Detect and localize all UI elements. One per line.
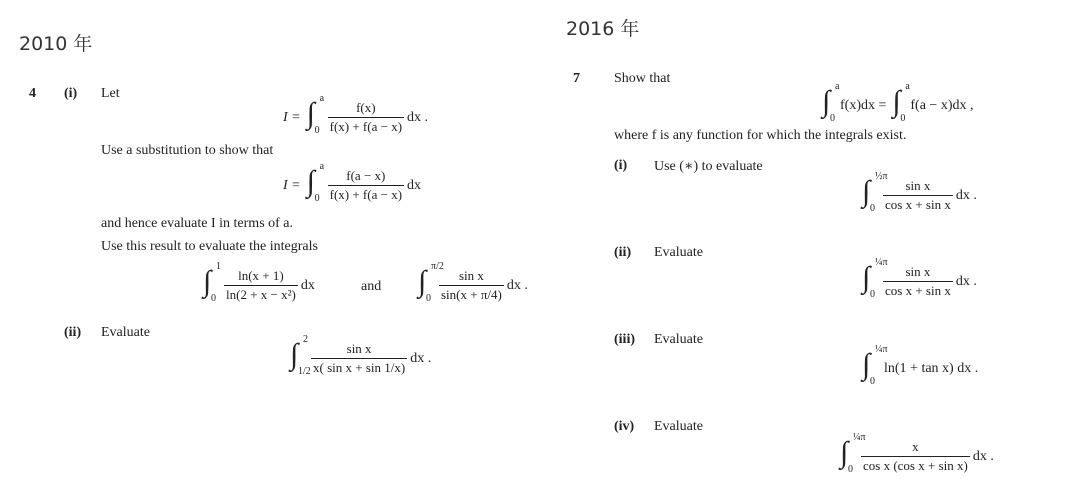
fraction: $\frac{\text{sin x}}{\sin(x + \pi/4)}$ [441, 268, 502, 302]
fraction: $\frac{\text{sin x}}{\text{cos x + sin x}}$ [885, 178, 951, 212]
equation-integral-log [203, 260, 315, 304]
fraction: $\frac{\text{sin x}}{\text{x( sin x + sin 1/x)}}$ [313, 341, 406, 375]
integral-sign: ∫ ¼π 0 [862, 256, 888, 300]
fraction: $\frac{\text{sin x}}{\text{cos x + sin x}}$ [885, 264, 951, 298]
equation-part-iii [862, 344, 979, 387]
equation-tail: dx . [955, 187, 977, 203]
part-intro: Evaluate [101, 325, 150, 340]
fraction: $\frac{f(x)}{f(x) + f(a - x)}$ [329, 100, 403, 134]
fraction: $\frac{\ln(x + 1)}{\text{ln(2 + x − x²)}}$ [226, 268, 296, 302]
instruction-text: Use a substitution to show that [101, 143, 274, 158]
integral-sign: ∫ 2 1/2 [290, 333, 311, 377]
instruction-text: and hence evaluate I in terms of a. [101, 216, 294, 231]
instruction-text: where f is any function for which the integrals exist. [614, 128, 907, 143]
equation-part-iv [840, 431, 994, 475]
integrand: ln(1 + tan x) dx . [884, 361, 979, 376]
integral-sign: ∫ ¼π 0 [840, 431, 866, 475]
instruction-text: Use this result to evaluate the integrals [101, 239, 318, 254]
part-intro: Evaluate [654, 245, 703, 260]
question-number: 7 [573, 71, 580, 86]
part-label: (ii) [64, 325, 82, 340]
equation-part-ii [862, 256, 977, 300]
equation-integral-sine [418, 260, 528, 304]
part-intro: Use (∗) to evaluate [654, 159, 763, 174]
fraction: $\frac{x}{\text{cos x (cos x + sin x)}}$ [863, 439, 968, 473]
year-heading-2016: 2016 年 [566, 18, 640, 40]
integral-sign: ∫ a 0 [306, 160, 325, 204]
equation-star [822, 81, 974, 124]
part-intro: Evaluate [654, 419, 703, 434]
equation-tail: dx [407, 177, 422, 193]
integral-sign: ∫ a 0 [306, 92, 325, 136]
integral-sign: ∫ ½π 0 [862, 170, 888, 214]
equation-i-definition [283, 92, 429, 136]
equation-tail: dx . [506, 277, 528, 293]
integral-sign: ∫ π/2 0 [418, 260, 444, 304]
equation-part-i [862, 170, 977, 214]
part-intro: Let [101, 86, 120, 101]
question-number: 4 [29, 86, 36, 101]
part-label: (i) [64, 86, 78, 101]
part-label: (i) [614, 158, 628, 173]
part-label: (iii) [614, 332, 635, 347]
equation-tail: dx . [972, 448, 994, 464]
equation-tail: dx . [410, 350, 432, 366]
integral-sign: ∫ a 0 [892, 81, 910, 124]
year-heading-2010: 2010 年 [19, 33, 93, 55]
integral-sign: ∫ a 0 [822, 81, 840, 124]
connector-and: and [361, 279, 382, 294]
equation-tail: dx . [407, 109, 429, 125]
part-label: (iv) [614, 419, 635, 434]
integrand: f(a − x)dx , [910, 98, 974, 113]
equation-tail: dx . [955, 273, 977, 289]
part-intro: Show that [614, 71, 671, 86]
equation-i-substituted [283, 160, 422, 204]
integral-sign: ∫ ¼π 0 [862, 344, 888, 387]
equation-lhs: I = [283, 177, 301, 193]
fraction: $\frac{f(a - x)}{f(x) + f(a - x)}$ [329, 168, 403, 202]
equation-tail: dx [300, 277, 315, 293]
part-intro: Evaluate [654, 332, 703, 347]
integral-sign: ∫ 1 0 [203, 260, 221, 304]
part-label: (ii) [614, 245, 632, 260]
equation-lhs: I = [283, 109, 301, 125]
integrand: f(x)dx = [840, 98, 887, 113]
equation-part-ii [290, 333, 432, 377]
